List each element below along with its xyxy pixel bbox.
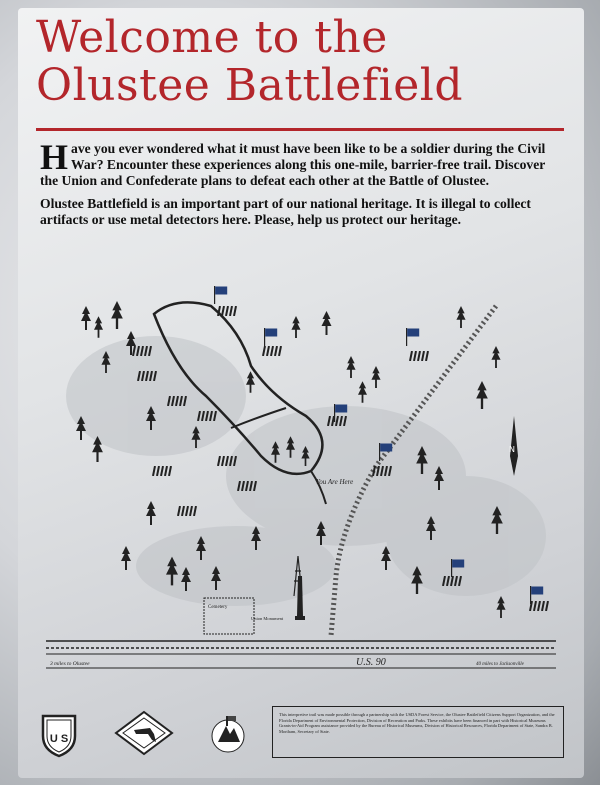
left-distance-label: 3 miles to Olustee [50, 661, 90, 667]
citizens-support-organization-logo-icon [208, 712, 248, 756]
monument-label: Union Monument [251, 616, 284, 621]
north-arrow-icon [509, 416, 518, 476]
drop-cap: H [40, 137, 69, 177]
us-forest-service-shield-icon [40, 712, 78, 758]
right-distance-label: 40 miles to Jacksonville [476, 662, 524, 667]
funding-credit-box: This interpretive trail was made possible through a partnership with the USDA Forest Service, the Olustee Battlefield Citizens Support Organization, and the Florida Department of Environmental Protection, Division of Recreation and Parks. These exhibits have been financed in part with Historical Museums Grants-in-Aid Program assistance provided by the Bureau of Historical Museums, Division of Historical Resources, Florida Department of State, Sandra B. Mortham, Secretary of State. [272, 706, 564, 758]
you-are-here-label: You Are Here [316, 478, 354, 486]
paragraph-1-text: ave you ever wondered what it must have been like to be a soldier during the Civil War? Encounter these experiences along this one-mile, barrier-free trail. Discover the Union and Confederate plans to defeat each other at the Battle of Olustee. [40, 141, 546, 188]
usfs-shield-text: U S [49, 733, 69, 745]
north-label: N [509, 445, 515, 454]
cemetery-label: Cemetery [208, 605, 228, 610]
intro-paragraph-1 [40, 137, 560, 189]
trail-map [36, 276, 564, 680]
title-line-2: Olustee Battlefield [36, 60, 463, 111]
title-divider [36, 128, 564, 131]
florida-state-parks-logo-icon [114, 710, 174, 756]
highway-label: U.S. 90 [356, 657, 386, 668]
intro-paragraph-2: Olustee Battlefield is an important part of our national heritage. It is illegal to collect artifacts or use metal detectors here. Please, help us protect our heritage. [40, 196, 531, 227]
title-line-1: Welcome to the [36, 12, 388, 63]
trail-map-drawing [36, 276, 564, 680]
sign-title [36, 14, 556, 110]
intro-text [40, 137, 560, 235]
